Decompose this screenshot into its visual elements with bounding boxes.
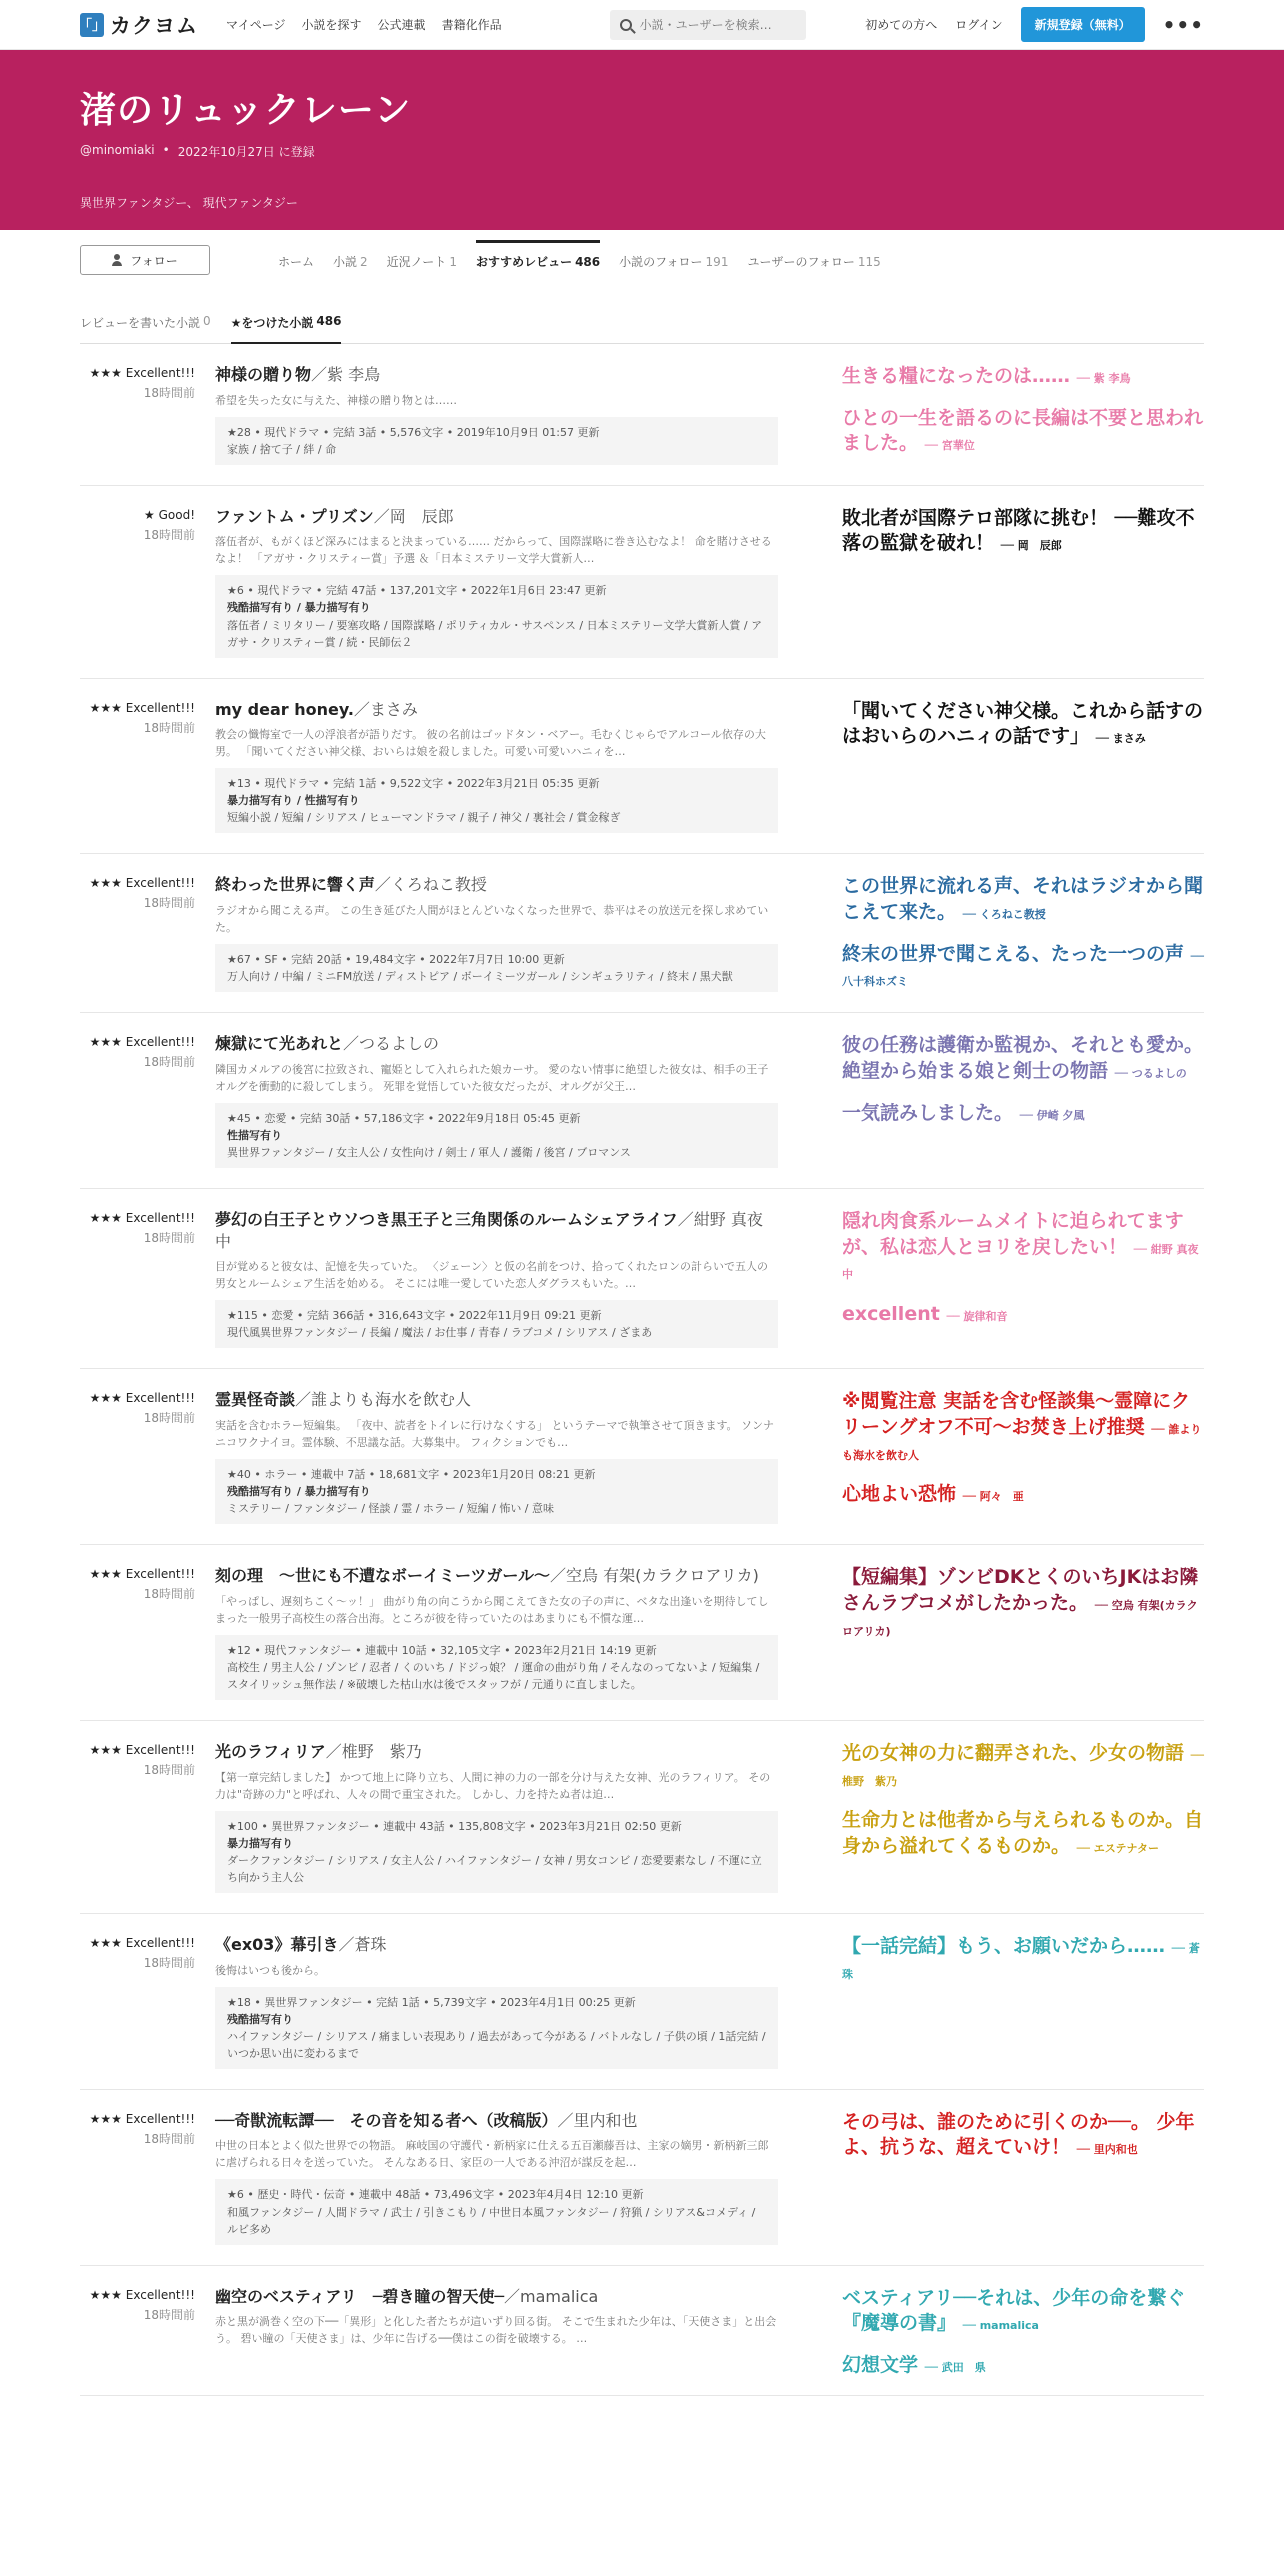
catchphrase-author[interactable]: ── 岡 辰郎 [1000,539,1062,553]
work-stats: ★45 • 恋愛 • 完結 30話 • 57,186文字 • 2022年9月18日 05:45 更新 [227,1111,581,1125]
review-catchphrase[interactable] [842,1482,1204,1508]
tab-home[interactable] [278,240,314,280]
work-author[interactable]: ／紫 李鳥 [311,365,381,384]
tab-label: ホーム [278,255,315,269]
rating: ★★★ Excellent!!! [89,1743,195,1758]
work-intro: 隣国カメルアの後宮に拉致され、寵姫として入れられた娘カーサ。 愛のない情事に絶望した彼女は、相手の王子オルグを衝動的に殺してしまう。 死罪を覚悟していた彼女だったが、オルグが父王… [215,1062,769,1093]
catchphrase-author[interactable]: ── 空烏 有架(カラクロアリカ) [842,1598,1198,1638]
user-plus-icon [112,254,124,266]
review-list [80,344,1204,2396]
signup-button[interactable]: 新規登録（無料） [1021,7,1145,42]
catchphrase-text: excellent [842,1302,940,1325]
work-info [215,1987,778,2069]
timestamp: 18時間前 [143,1955,195,1970]
tab-count: 115 [857,254,881,269]
rating: ★★★ Excellent!!! [89,1211,195,1226]
work-author[interactable]: ／空烏 有架(カラクロアリカ) [550,1566,759,1586]
work-intro: 「やっぱし、遅刻ちこく～ッ！」 曲がり角の向こうから聞こえてきた女の子の声に、ベタな出逢いを期待してしまった一般男子高校生の落合出海。ところが彼を待っていたのはあまりにも不慣な運… [215,1594,769,1625]
work-title[interactable] [215,2286,778,2308]
work-title-text[interactable]: 刻の理 ～世にも不遭なボーイミーツガール～ [215,1566,551,1586]
nav-mypage[interactable]: マイページ [226,18,286,32]
work-info [215,575,778,657]
work-intro: 赤と黒が渦巻く空の下──「異形」と化した者たちが這いずり回る街。 そこで生まれた少年は、「天使さま」と出会う。 碧い瞳の「天使さま」は、少年に告げる──僕はこの街を破壊する。 … [215,2315,777,2346]
work-title-text[interactable]: 夢幻の白王子とウソつき黒王子と三角関係のルームシェアライフ [215,1210,678,1230]
catchphrase-author[interactable]: ── 阿々 亜 [962,1490,1024,1504]
top-bar [0,0,1284,50]
catchphrase-author[interactable]: ── 武田 県 [924,2360,986,2374]
timestamp: 18時間前 [143,1763,195,1778]
catchphrase-text: 心地よい恐怖 [842,1483,957,1506]
catchphrase-author[interactable]: ── 誰よりも海水を飲む人 [842,1423,1202,1462]
subtab-written[interactable] [80,314,211,344]
subtab-starred[interactable] [231,314,342,344]
catchphrase-author[interactable]: ── 八十科ホズミ [842,949,1204,989]
work-info [215,1635,778,1700]
work-author[interactable]: ／誰よりも海水を飲む人 [295,1390,472,1410]
search-input[interactable] [640,18,790,32]
tab-label: 小説のフォロー [619,255,703,269]
work-stats: ★6 • 現代ドラマ • 完結 47話 • 137,201文字 • 2022年1月6日 23:47 更新 [227,584,607,598]
catchphrase-author[interactable]: ── 紺野 真夜中 [842,1242,1199,1282]
review-catchphrase[interactable] [842,1808,1204,1859]
review-catchphrase[interactable] [842,1302,1204,1328]
work-tags[interactable]: 家族 / 捨て子 / 絆 / 命 [227,442,337,456]
rating: ★★★ Excellent!!! [89,1391,195,1406]
review-row [80,1721,1204,1914]
review-catchphrase[interactable] [842,1565,1204,1642]
beginner-link[interactable]: 初めての方へ [865,18,938,32]
search-icon [620,19,632,31]
review-row [80,1189,1204,1369]
review-row [80,486,1204,679]
work-tags[interactable]: 現代風異世界ファンタジー / 長編 / 魔法 / お仕事 / 青春 / ラブコメ / シリアス / ざまあ [227,1326,653,1340]
work-info [215,1811,778,1893]
review-catchphrase[interactable] [842,1033,1204,1084]
work-tags[interactable]: 高校生 / 男主人公 / ゾンビ / 忍者 / くのいち / ドジっ娘？ / 運命の曲がり角 / そんなのってないよ / 短編集 / スタイリッシュ無作法 / ※破壊した枯山水は後でスタッフが / 元通りに直しました。 [227,1660,760,1692]
catchphrase-text: ひとの一生を語るのに長編は不要と思われました。 [842,406,1204,455]
rating: ★★★ Excellent!!! [89,700,195,715]
content-warning: 暴力描写有り [227,1836,293,1850]
rating: ★★★ Excellent!!! [89,1035,195,1050]
timestamp: 18時間前 [143,896,195,911]
work-tags[interactable]: 落伍者 / ミリタリー / 要塞攻略 / 国際謀略 / ポリティカル・サスペンス / 日本ミステリー文学大賞新人賞 / アガサ・クリスティー賞 / 続・民師伝２ [227,618,763,649]
subtab-label: レビューを書いた小説 [80,316,201,330]
tab-novels[interactable] [333,240,368,280]
work-info [215,1459,778,1524]
nav-books[interactable]: 書籍化作品 [441,18,502,32]
review-catchphrase[interactable] [842,364,1204,390]
review-catchphrase[interactable] [842,2286,1204,2337]
profile-genres: 異世界ファンタジー、 現代ファンタジー [80,196,298,210]
work-tags[interactable]: 異世界ファンタジー / 女主人公 / 女性向け / 剣士 / 軍人 / 護衛 / 後宮 / ブロマンス [227,1146,631,1159]
catchphrase-author[interactable]: ── くろねこ教授 [962,908,1046,922]
tab-label: おすすめレビュー [475,255,573,269]
work-info [215,417,778,465]
catchphrase-text: 【短編集】ゾンビDKとくのいちJKはお隣さんラブコメがしたかった。 [842,1566,1199,1614]
tab-notes[interactable] [387,240,457,280]
work-intro: 【第一章完結しました】 かつて地上に降り立ち、人間に神の力の一部を分け与えた女神、光のラフィリア。 その力は"奇跡の力"と呼ばれ、人々の間で重宝された。 しかし、力を持たぬ者は迫… [215,1770,771,1801]
rating: ★★★ Excellent!!! [89,2287,195,2302]
work-title-text[interactable]: my dear honey. [215,699,354,719]
logo-mark-icon: 「」 [80,13,104,37]
profile-registered: 2022年10月27日 に登録 [177,145,315,159]
review-catchphrase[interactable] [842,506,1204,557]
work-tags[interactable]: 万人向け / 中編 / ミニFM放送 / ディストピア / ボーイミーツガール / シンギュラリティ / 終末 / 黒犬獣 [227,970,733,984]
nav-official[interactable]: 公式連載 [377,18,426,32]
work-tags[interactable]: 和風ファンタジー / 人間ドラマ / 武士 / 引きこもり / 中世日本風ファンタジー / 狩猟 / シリアス&コメディ / ルビ多め [227,2205,756,2236]
rating: ★★★ Excellent!!! [89,366,195,380]
review-catchphrase[interactable] [842,942,1204,993]
catchphrase-text: 隠れ肉食系ルームメイトに迫られてますが、私は恋人とヨリを戻したい！ [842,1210,1184,1258]
work-intro: 目が覚めると彼女は、記憶を失っていた。 〈ジェーン〉と仮の名前をつけ、拾ってくれたロンの計らいで五人の男女とルームシェア生活を始める。 そこには唯一愛していた恋人ダグラスもいた。… [215,1260,769,1291]
catchphrase-text: 幻想文学 [842,2353,919,2376]
work-title-text[interactable]: ファントム・プリズン [215,506,374,526]
subtab-label: ★をつけた小説 [230,316,314,330]
work-author[interactable]: ／紺野 真夜中 [215,1210,763,1251]
profile-banner [0,50,1284,230]
work-intro: 希望を失った女に与えた、神様の贈り物とは…… [215,393,457,407]
work-tags[interactable]: ハイファンタジー / シリアス / 痛ましい表現あり / 過去があって今がある / バトルなし / 子供の頃 / 1話完結 / いつか思い出に変わるまで [227,2029,766,2060]
tab-count: 2 [360,254,368,269]
timestamp: 18時間前 [143,386,195,400]
catchphrase-text: 彼の任務は護衛か監視か、それとも愛か。絶望から始まる娘と剣士の物語 [842,1034,1204,1082]
review-catchphrase[interactable] [842,1389,1204,1466]
catchphrase-author[interactable]: ── つるよしの [1114,1066,1187,1080]
catchphrase-text: 終末の世界で聞こえる、たった一つの声 [842,942,1185,965]
work-stats: ★6 • 歴史・時代・伝奇 • 連載中 48話 • 73,496文字 • 2023年4月4日 12:10 更新 [227,2188,644,2202]
review-catchphrase[interactable] [842,1209,1204,1286]
tab-count: 486 [575,254,601,269]
timestamp: 18時間前 [143,2131,195,2146]
review-catchphrase[interactable] [842,1934,1204,1985]
work-author[interactable]: ／蒼珠 [338,1934,387,1954]
profile-handle: @minomiaki [80,143,155,157]
catchphrase-text: 敗北者が国際テロ部隊に挑む！ ──難攻不落の監獄を破れ！ [842,506,1195,555]
rating: ★★★ Excellent!!! [89,1935,195,1950]
work-info [215,1300,778,1348]
work-author[interactable]: ／岡 辰郎 [373,506,454,526]
content-warning: 残酷描写有り [227,2012,293,2026]
content-warning: 残酷描写有り / 暴力描写有り [227,601,371,615]
catchphrase-author[interactable]: ── 旋律和音 [946,1309,1008,1323]
review-row [80,679,1204,855]
work-stats: ★40 • ホラー • 連載中 7話 • 18,681文字 • 2023年1月20日 08:21 更新 [227,1468,596,1482]
profile-name: 渚のリュックレーン [80,90,412,131]
work-info [215,1103,778,1168]
work-info [215,768,778,833]
timestamp: 18時間前 [143,2307,195,2322]
tab-label: 近況ノート [386,255,447,269]
work-title-text[interactable]: 光のラフィリア [215,1742,326,1762]
timestamp: 18時間前 [143,720,195,735]
work-title[interactable] [215,1741,778,1763]
catchphrase-author[interactable]: ── 宮華位 [924,439,975,453]
content-warning: 暴力描写有り / 性描写有り [227,794,360,808]
work-intro: 中世の日本とよく似た世界での物語。 麻岐国の守護代・新柄家に仕える五百瀬藤吾は、主家の嫡男・新柄新三郎に虐げられる日々を送っていた。 そんなある日、家臣の一人である沖沼が謀反を起… [215,2139,769,2170]
review-catchphrase[interactable] [842,2353,1204,2379]
work-intro: 後悔はいつも後から。 [215,1963,325,1977]
work-stats: ★67 • SF • 完結 20話 • 19,484文字 • 2022年7月7日 10:00 更新 [227,953,565,967]
work-stats: ★100 • 異世界ファンタジー • 連載中 43話 • 135,808文字 • 2023年3月21日 02:50 更新 [227,1819,682,1833]
tab-count: 191 [705,254,729,269]
work-title-text[interactable]: 幽空のベスティアリ ─碧き瞳の智天使─ [215,2286,505,2306]
work-tags[interactable]: 短編小説 / 短編 / シリアス / ヒューマンドラマ / 親子 / 神父 / 裏社会 / 賞金稼ぎ [227,811,621,825]
work-stats: ★12 • 現代ファンタジー • 連載中 10話 • 32,105文字 • 2023年2月21日 14:19 更新 [227,1643,657,1657]
work-author[interactable]: ／つるよしの [343,1034,440,1054]
review-row [80,1914,1204,2090]
catchphrase-text: 光の女神の力に翻弄された、少女の物語 [842,1742,1185,1765]
meta-separator: • [162,143,170,157]
more-menu-icon[interactable]: ••• [1162,12,1204,37]
catchphrase-author[interactable]: ── エステナター [1076,1842,1159,1855]
work-title[interactable] [215,1209,778,1252]
work-title[interactable] [215,1934,778,1956]
nav-explore[interactable]: 小説を探す [301,18,362,32]
review-row [80,1545,1204,1721]
timestamp: 18時間前 [143,1587,195,1602]
catchphrase-author[interactable]: ── mamalica [962,2319,1039,2333]
rating: ★★★ Excellent!!! [89,876,195,891]
catchphrase-author[interactable]: ── 里内和也 [1076,2143,1138,2157]
catchphrase-text: 【一話完結】もう、お願いだから…… [842,1934,1166,1957]
catchphrase-author[interactable]: ── まさみ [1095,732,1146,746]
timestamp: 18時間前 [143,1231,195,1246]
work-title[interactable] [215,1565,778,1587]
work-title-text[interactable]: 《ex03》幕引き [215,1934,339,1954]
work-title[interactable] [215,364,778,386]
logo-text: カクヨム [110,13,198,38]
catchphrase-author[interactable]: ── 紫 李鳥 [1076,372,1131,385]
review-catchphrase[interactable] [842,1741,1204,1792]
work-author[interactable]: ／くろねこ教授 [374,875,487,895]
work-title[interactable] [215,699,778,721]
work-title-text[interactable]: ──奇獣流転譚── その音を知る者へ（改稿版） [215,2110,558,2130]
review-row [80,854,1204,1013]
tab-label: ユーザーのフォロー [747,255,855,269]
tab-novel-follows[interactable] [619,240,728,280]
review-row [80,1013,1204,1189]
work-stats: ★28 • 現代ドラマ • 完結 3話 • 5,576文字 • 2019年10月9日 01:57 更新 [227,425,600,439]
review-catchphrase[interactable] [842,874,1204,925]
work-title-text[interactable]: 煉獄にて光あれと [215,1034,344,1054]
work-author[interactable]: ／里内和也 [557,2110,638,2130]
catchphrase-text: その弓は、誰のために引くのか──。 少年よ、抗うな、超えていけ！ [842,2110,1195,2159]
work-title[interactable] [215,1389,778,1411]
profile-nav [0,230,1284,280]
rating: ★★★ Excellent!!! [89,2111,195,2126]
tab-label: 小説 [333,255,358,269]
review-catchphrase[interactable] [842,406,1204,457]
work-tags[interactable]: ミステリー / ファンタジー / 怪談 / 霊 / ホラー / 短編 / 怖い / 意味 [227,1502,555,1516]
catchphrase-author[interactable]: ── 椎野 紫乃 [842,1749,1204,1788]
catchphrase-author[interactable]: ── 伊崎 夕風 [1019,1108,1085,1122]
work-author[interactable]: ／mamalica [504,2286,599,2306]
work-author[interactable]: ／椎野 紫乃 [325,1742,422,1762]
catchphrase-text: 一気読みしました。 [842,1101,1014,1124]
search-box[interactable] [610,10,806,40]
work-intro: 教会の懺悔室で一人の浮浪者が語りだす。 彼の名前はゴッドタン・ベアー。毛むくじゃらでアルコール依存の大男。 「聞いてください神父様、おいらは娘を殺しました。可愛い可愛いハニィを… [215,728,766,759]
work-title[interactable] [215,2110,778,2132]
work-title-text[interactable]: 霊異怪奇談 [215,1390,296,1410]
work-intro: 実話を含むホラー短編集。 「夜中、読者をトイレに行けなくする」 というテーマで執筆させて頂きます。 ソンナニコワクナイヨ。霊体験、不思議な話。大募集中。 フィクションでも… [215,1419,775,1450]
work-info [215,2179,778,2244]
subtab-count: 0 [203,314,211,328]
work-stats: ★13 • 現代ドラマ • 完結 1話 • 9,522文字 • 2022年3月21日 05:35 更新 [227,777,600,791]
review-catchphrase[interactable] [842,699,1204,750]
catchphrase-text: 生命力とは他者から与えられるものか。自身から溢れてくるものか。 [842,1809,1204,1857]
timestamp: 18時間前 [143,1055,195,1070]
catchphrase-author[interactable]: ── 蒼珠 [842,1941,1200,1981]
rating: ★★★ Excellent!!! [89,1567,195,1582]
work-title-text[interactable]: 神様の贈り物 [215,365,312,384]
work-title[interactable] [215,506,778,528]
tab-user-follows[interactable] [747,240,880,280]
logo[interactable] [80,10,198,40]
catchphrase-text: 「聞いてください神父様。これから話すのはおいらのハニィの話です」 [842,699,1204,748]
review-subtabs [80,314,1204,344]
review-catchphrase[interactable] [842,1101,1204,1127]
timestamp: 18時間前 [143,527,195,542]
work-intro: 落伍者が、もがくほど深みにはまると決まっている…… だからって、国際謀略に巻き込むなよ！ 命を賭けさせるなよ！ 「アガサ・クリスティー賞」予選 ＆「日本ミステリー文学大賞新人… [215,535,772,566]
work-stats: ★18 • 異世界ファンタジー • 完結 1話 • 5,739文字 • 2023年4月1日 00:25 更新 [227,1995,636,2009]
catchphrase-text: ※閲覧注意 実話を含む怪談集～霊障にクリーングオフ不可～お焚き上げ推奨 [842,1390,1191,1439]
work-info [215,944,778,992]
work-title-text[interactable]: 終わった世界に響く声 [215,875,375,895]
review-catchphrase[interactable] [842,2110,1204,2161]
work-tags[interactable]: ダークファンタジー / シリアス / 女主人公 / ハイファンタジー / 女神 / 男女コンビ / 恋愛要素なし / 不運に立ち向かう主人公 [227,1853,762,1884]
review-row [80,2090,1204,2266]
main-nav [226,16,502,33]
login-link[interactable]: ログイン [955,18,1003,32]
work-author[interactable]: ／まさみ [353,699,418,719]
timestamp: 18時間前 [143,1411,195,1426]
follow-button[interactable] [80,245,210,275]
tab-reviews[interactable] [476,240,600,280]
work-stats: ★115 • 恋愛 • 完結 366話 • 316,643文字 • 2022年11月9日 09:21 更新 [227,1309,602,1323]
review-row [80,344,1204,486]
catchphrase-text: この世界に流れる声、それはラジオから聞こえて来た。 [842,875,1204,924]
catchphrase-text: 生きる糧になったのは…… [842,365,1071,387]
rating: ★ Good! [144,507,195,522]
review-row [80,2266,1204,2396]
subtab-count: 486 [316,314,342,328]
review-row [80,1369,1204,1545]
work-title[interactable] [215,1033,778,1055]
work-title[interactable] [215,874,778,896]
work-intro: ラジオから聞こえる声。 この生き延びた人間がほとんどいなくなった世界で、恭平はその放送元を探し求めていた。 [215,904,769,935]
follow-label: フォロー [130,253,178,268]
content-warning: 残酷描写有り / 暴力描写有り [227,1485,371,1499]
content-warning: 性描写有り [227,1128,282,1142]
tab-count: 1 [449,254,457,269]
catchphrase-text: ベスティアリ──それは、少年の命を繋ぐ『魔導の書』 [842,2286,1186,2335]
